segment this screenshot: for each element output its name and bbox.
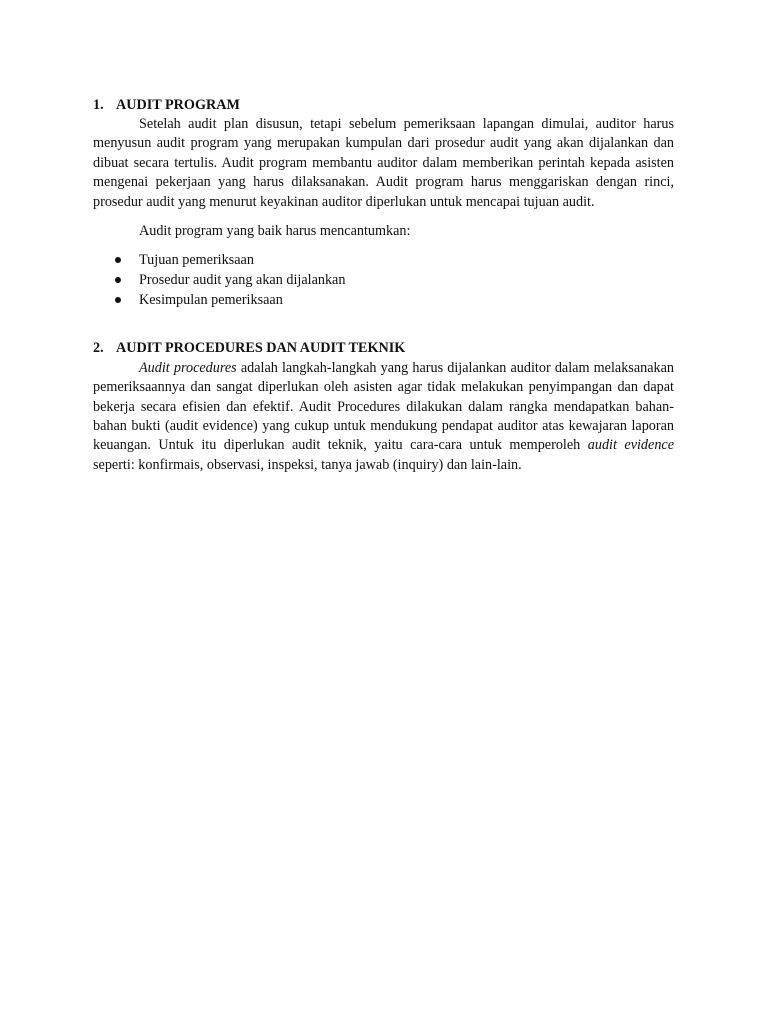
bullet-icon [115,257,121,263]
section-1-heading [93,95,674,115]
section-2-paragraph [93,359,674,475]
term-audit-procedures: Audit procedures [139,359,237,376]
list-item-text: Tujuan pemeriksaan [139,252,254,269]
document-page [93,95,674,475]
list-intro: Audit program yang baik harus mencantumkan: [139,223,411,240]
section-2-title: AUDIT PROCEDURES DAN AUDIT TEKNIK [116,340,406,357]
list-item [93,271,674,291]
list-item [93,291,674,311]
section-2-text-2: seperti: konfirmais, observasi, inspeksi, tanya jawab (inquiry) dan lain-lain. [93,456,522,473]
list-item-text: Prosedur audit yang akan dijalankan [139,272,346,289]
section-1-number: 1. [93,96,104,113]
section-2-heading [93,339,674,359]
section-1-paragraph: Setelah audit plan disusun, tetapi sebelum pemeriksaan lapangan dimulai, auditor harus menyusun audit program yang merupakan kumpulan dari prosedur audit yang akan dijalankan dan dibuat secara tertulis. Audit program membantu auditor dalam memberikan perintah kepada asisten mengenai pekerjaan yang harus dilaksanakan. Audit program harus menggariskan dengan rinci, prosedur audit yang menurut keyakinan auditor diperlukan untuk mencapai tujuan audit. [93,116,674,210]
list-item [93,251,674,271]
section-2-text-1: adalah langkah-langkah yang harus dijalankan auditor dalam melaksanakan pemeriksaannya dan sangat diperlukan oleh asisten agar tidak melakukan penyimpangan dan dapat bekerja secara efisien dan efektif. Audit Procedures dilakukan dalam rangka mendapatkan bahan-bahan bukti (audit evidence) yang cukup untuk mendukung pendapat auditor atas kewajaran laporan keuangan. Untuk itu diperlukan audit teknik, yaitu cara-cara untuk memperoleh [93,359,675,454]
bullet-icon [115,277,121,283]
section-2-number: 2. [93,340,104,357]
section-1-title: AUDIT PROGRAM [116,96,240,113]
bullet-list [93,251,674,310]
bullet-icon [115,297,121,303]
list-item-text: Kesimpulan pemeriksaan [139,292,283,309]
term-audit-evidence: audit evidence [587,437,675,454]
